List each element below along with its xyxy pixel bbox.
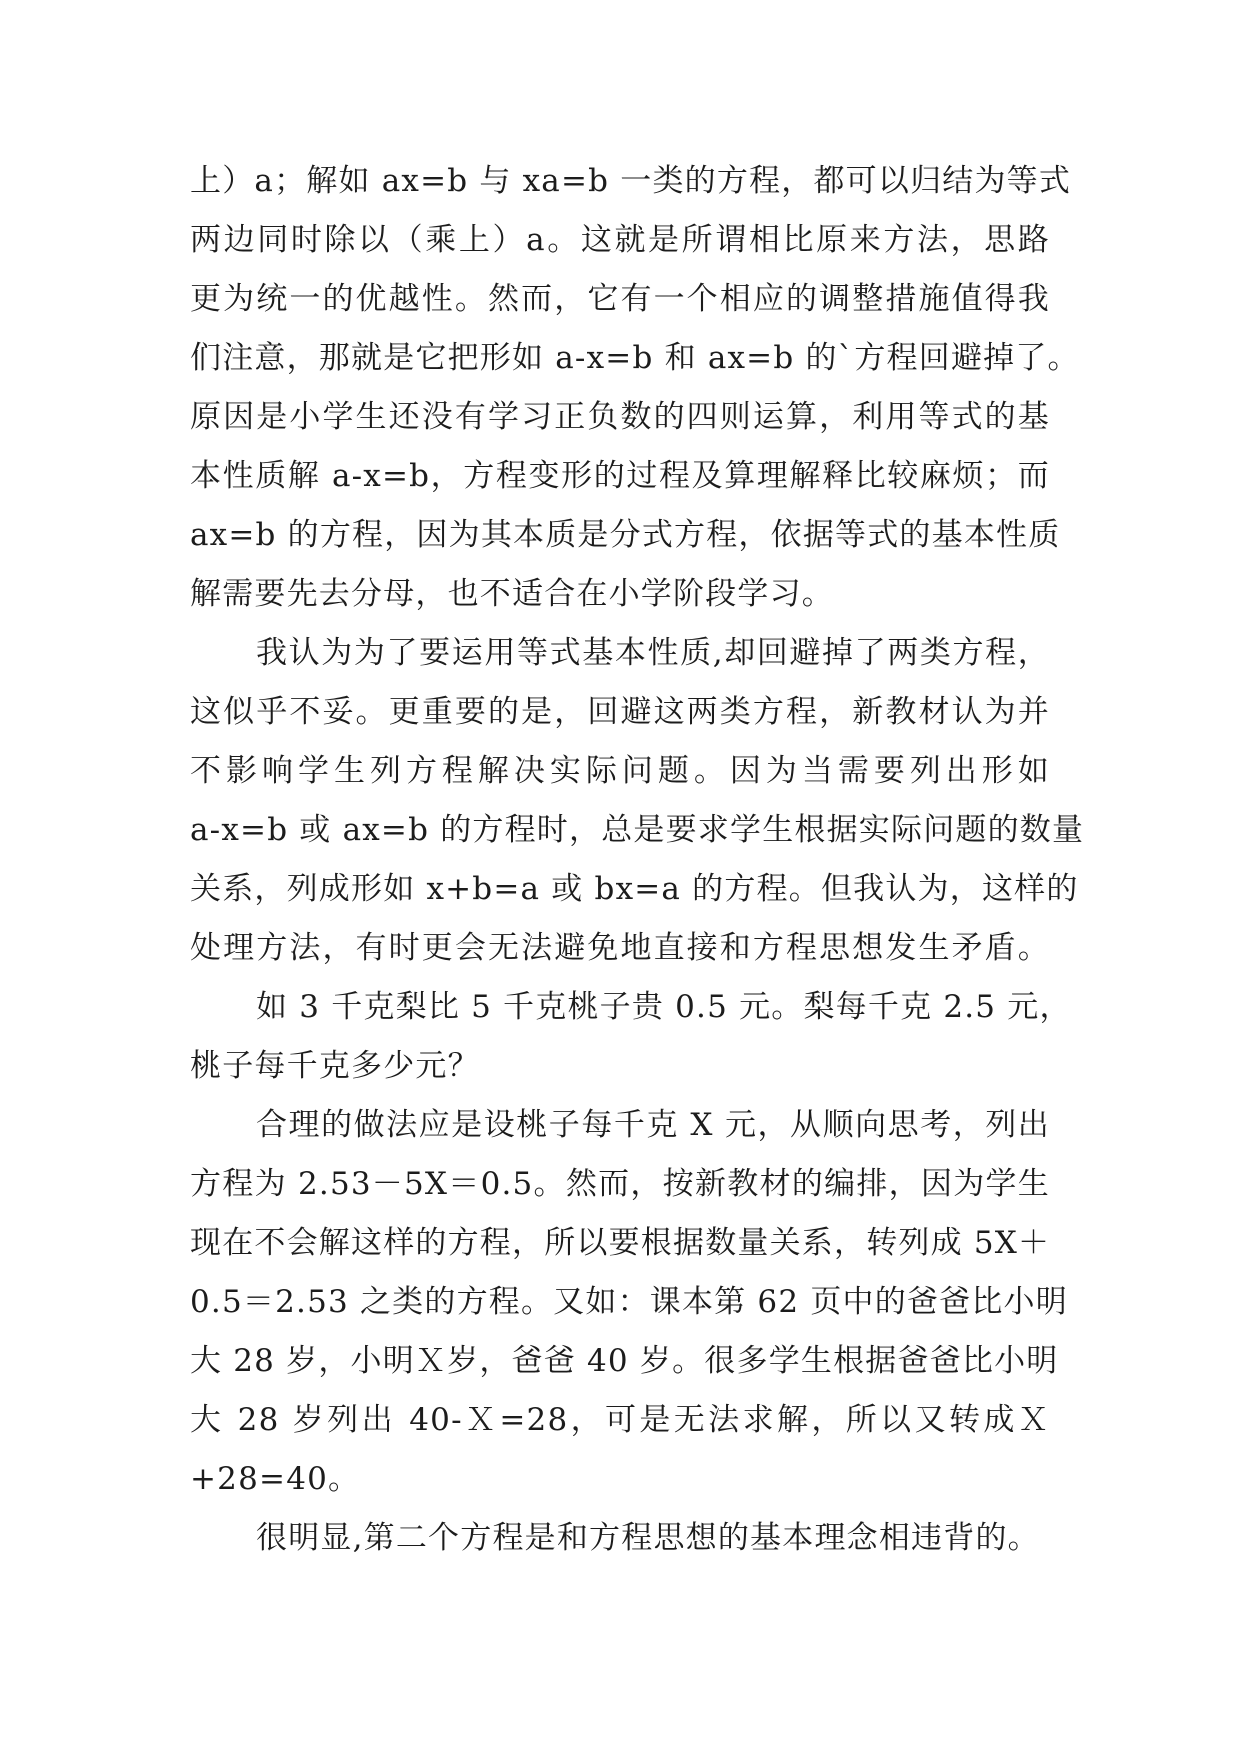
paragraph-first-line: 我认为为了要运用等式基本性质,却回避掉了两类方程，	[256, 635, 1050, 671]
text-line: 大 28 岁，小明Ｘ岁，爸爸 40 岁。很多学生根据爸爸比小明	[190, 1343, 1059, 1379]
text-line: 上）a；解如 ax=b 与 xa=b 一类的方程，都可以归结为等式	[190, 163, 1072, 199]
text-line: 大 28 岁列出 40-Ｘ=28，可是无法求解，所以又转成Ｘ	[190, 1402, 1050, 1438]
text-line: 们注意，那就是它把形如 a-x=b 和 ax=b 的`方程回避掉了。	[190, 340, 1080, 376]
text-line: 0.5＝2.53 之类的方程。又如：课本第 62 页中的爸爸比小明	[190, 1284, 1068, 1320]
text-line: 处理方法，有时更会无法避免地直接和方程思想发生矛盾。	[190, 930, 1050, 966]
text-line: 不影响学生列方程解决实际问题。因为当需要列出形如	[190, 753, 1050, 789]
text-line: 更为统一的优越性。然而，它有一个相应的调整措施值得我	[190, 281, 1050, 317]
text-line: 解需要先去分母，也不适合在小学阶段学习。	[190, 576, 834, 612]
text-line: 这似乎不妥。更重要的是，回避这两类方程，新教材认为并	[190, 694, 1050, 730]
paragraph-first-line: 很明显,第二个方程是和方程思想的基本理念相违背的。	[256, 1520, 1040, 1556]
paragraph-first-line: 如 3 千克梨比 5 千克桃子贵 0.5 元。梨每千克 2.5 元，	[256, 989, 1072, 1025]
text-line: 本性质解 a-x=b，方程变形的过程及算理解释比较麻烦；而	[190, 458, 1050, 494]
text-line: 方程为 2.53－5X＝0.5。然而，按新教材的编排，因为学生	[190, 1166, 1050, 1202]
text-line: 现在不会解这样的方程，所以要根据数量关系，转列成 5X＋	[190, 1225, 1051, 1261]
text-line: 桃子每千克多少元？	[190, 1048, 480, 1084]
text-line: 原因是小学生还没有学习正负数的四则运算，利用等式的基	[190, 399, 1050, 435]
text-line: a-x=b 或 ax=b 的方程时，总是要求学生根据实际问题的数量	[190, 812, 1085, 848]
text-line: 关系，列成形如 x+b=a 或 bx=a 的方程。但我认为，这样的	[190, 871, 1079, 907]
text-line: ax=b 的方程，因为其本质是分式方程，依据等式的基本性质	[190, 517, 1061, 553]
body-text	[190, 152, 1085, 1568]
text-line: 两边同时除以（乘上）a。这就是所谓相比原来方法，思路	[190, 222, 1050, 258]
paragraph-first-line: 合理的做法应是设桃子每千克 X 元，从顺向思考，列出	[256, 1107, 1050, 1143]
text-line: +28=40。	[190, 1461, 361, 1497]
